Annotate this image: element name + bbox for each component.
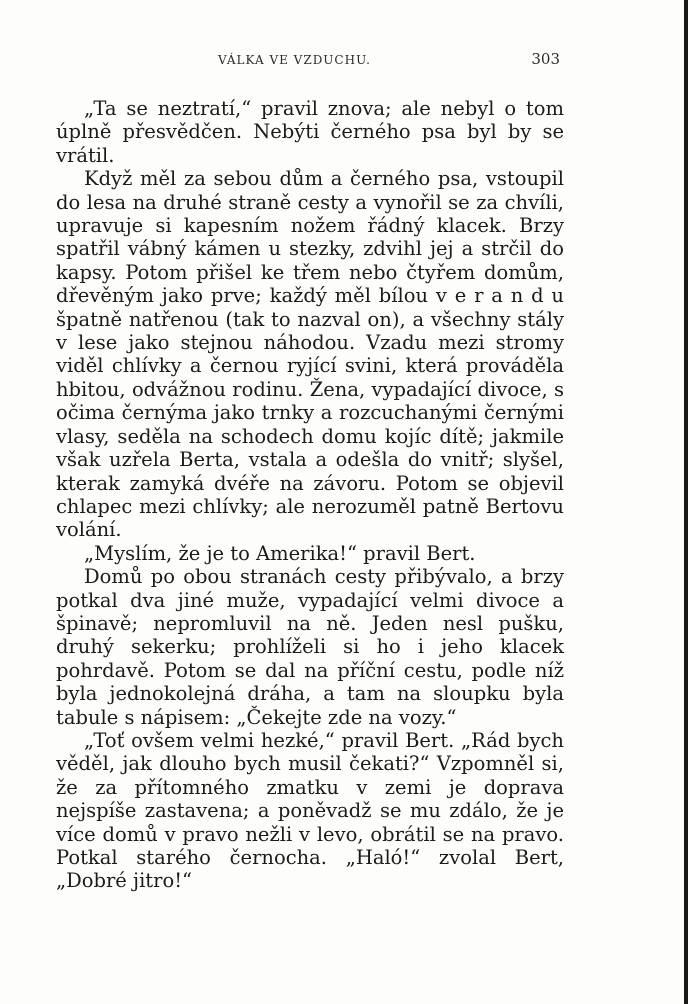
paragraph-3: „Myslím, že je to Amerika!“ pravil Bert. — [84, 541, 476, 565]
paragraph-4: Domů po obou stranách cesty přibývalo, a brzy potkal dva jiné muže, vypadající velmi divoce a špinavě; nepromluvil na ně. Jeden nesl pušku, druhý sekerku; prohlíželi si ho i jeho klacek pohrdavě. Potom se dal na příční cestu, podle níž byla jednokolejná dráha, a tam na sloupku byla tabule s nápisem: „Čekejte zde na vozy.“ — [56, 565, 564, 729]
paragraph-2: Když měl za sebou dům a černého psa, vstoupil do lesa na druhé straně cesty a vynořil se za chvíli, upravuje si kapesním nožem řádný klacek. Brzy spatřil vábný kámen u stezky, zdvihl jej a strčil do kapsy. Potom přišel ke třem nebo čtyřem domům, dřevěným jako prve; každý měl bílou v e r a n d u špatně natřenou (tak to nazval on), a všechny stály v lese jako stejnou náhodou. Vzadu mezi stromy viděl chlívky a černou ryjící svini, která prováděla hbitou, odvážnou rodinu. Žena, vypadající divoce, s očima černýma jako trnky a rozcuchanými černými vlasy, seděla na schodech domu kojíc dítě; jakmile však uzřela Berta, vstala a odešla do vnitř; slyšel, kterak zamyká dvéře na závoru. Potom se objevil chlapec mezi chlívky; ale nerozuměl patně Bertovu volání. — [56, 167, 564, 542]
paragraph-5: „Toť ovšem velmi hezké,“ pravil Bert. „Rád bych věděl, jak dlouho bych musil čekati?“ Vzpomněl si, že za přítomného zmatku v zemi je doprava nejspíše zastavena; a poněvadž se mu zdálo, že je více domů v pravo nežli v levo, obrátil se na pravo. Potkal starého černocha. „Haló!“ zvolal Bert, „Dobré jitro!“ — [56, 728, 564, 893]
page-number: 303 — [531, 50, 560, 68]
page-edge-shadow — [684, 0, 688, 1004]
paragraph-1: „Ta se neztratí,“ pravil znova; ale nebyl o tom úplně přesvědčen. Nebýti černého psa byl by se vrátil. — [56, 97, 564, 167]
body-text — [56, 97, 564, 893]
page-header — [60, 50, 560, 70]
running-head: VÁLKA VE VZDUCHU. — [218, 53, 371, 67]
